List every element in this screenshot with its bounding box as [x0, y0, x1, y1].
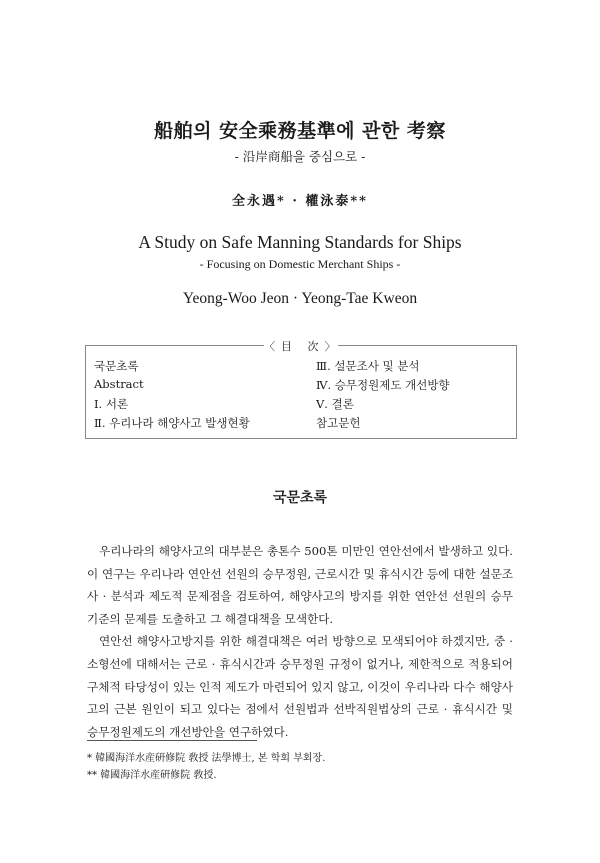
abstract-paragraph: 연안선 해양사고방지를 위한 해결대책은 여러 방향으로 모색되어야 하겠지만, 중 · 소형선에 대해서는 근로 · 휴식시간과 승무정원 규정이 없거나, 제한적으로 적용되어 구체적 타당성이 있는 인적 제도가 마련되어 있지 않고, 이것이 우리나라 다수 해양사고의 근본 원인이 되고 있다는 점에서 선원법과 선박직원법상의 근로 · 휴식시간 및 승무정원제도의 개선방안을 연구하였다. — [87, 634, 513, 739]
toc-item: Ⅳ. 승무정원제도 개선방향 — [316, 378, 450, 392]
paper-subtitle-korean: - 沿岸商船을 중심으로 - — [234, 149, 366, 164]
toc-item: Abstract — [94, 377, 144, 391]
abstract-body — [87, 540, 513, 743]
authors-korean: 全永遇* · 權泳泰** — [232, 194, 368, 209]
table-of-contents — [85, 340, 517, 439]
abstract-paragraph: 우리나라의 해양사고의 대부분은 총톤수 500톤 미만인 연안선에서 발생하고 있다. 이 연구는 우리나라 연안선 선원의 승무정원, 근로시간 및 휴식시간 등에 대한 설문조사 · 분석과 제도적 문제점을 검토하여, 해양사고의 방지를 위한 연안선 선원의 승무기준의 문제를 도출하고 그 해결대책을 모색한다. — [87, 544, 513, 626]
toc-heading: 〈目 次〉 — [264, 340, 342, 353]
paper-title-korean: 船舶의 安全乘務基準에 관한 考察 — [154, 120, 446, 142]
toc-item: 참고문헌 — [316, 416, 361, 430]
toc-item: Ⅴ. 결론 — [316, 397, 354, 411]
footnote-rule — [87, 740, 257, 741]
authors-english: Yeong-Woo Jeon · Yeong-Tae Kweon — [182, 290, 418, 307]
toc-item: Ⅲ. 설문조사 및 분석 — [316, 359, 420, 373]
toc-item: Ⅰ. 서론 — [94, 397, 129, 411]
paper-title-english: A Study on Safe Manning Standards for Ships — [138, 232, 462, 252]
footnote: ** 韓國海洋水産硏修院 敎授. — [87, 770, 217, 781]
footnote: * 韓國海洋水産硏修院 敎授 法學博士, 본 학회 부회장. — [87, 753, 326, 764]
toc-item: Ⅱ. 우리나라 해양사고 발생현황 — [94, 416, 250, 430]
toc-item: 국문초록 — [94, 359, 139, 373]
section-heading: 국문초록 — [272, 490, 328, 506]
paper-subtitle-english: - Focusing on Domestic Merchant Ships - — [199, 257, 401, 271]
